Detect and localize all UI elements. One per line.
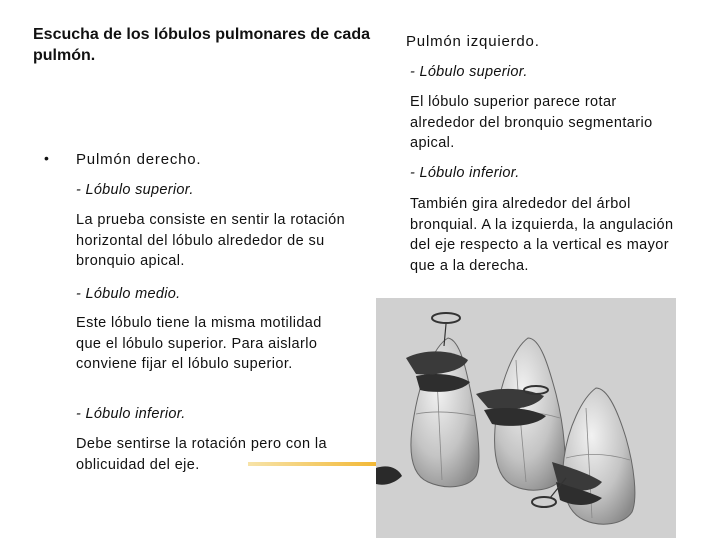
left-lung-heading: Pulmón izquierdo. (406, 33, 540, 50)
slide-title: Escucha de los lóbulos pulmonares de cada pulmón. (33, 26, 370, 64)
bullet-icon: • (44, 150, 49, 166)
left-lower-lobe-label: - Lóbulo inferior. (410, 165, 520, 181)
right-middle-lobe-text: Este lóbulo tiene la misma motilidad que el lóbulo superior. Para aislarlo conviene fijar el lóbulo superior. (76, 315, 322, 372)
right-lower-lobe-label: - Lóbulo inferior. (76, 406, 186, 422)
left-upper-lobe-text: El lóbulo superior parece rotar alrededor del bronquio segmentario apical. (410, 94, 653, 151)
accent-line (248, 462, 380, 466)
left-lower-lobe-text: También gira alrededor del árbol bronquial. A la izquierda, la angulación del eje respecto a la vertical es mayor que a la derecha. (410, 196, 674, 274)
left-upper-lobe-label: - Lóbulo superior. (410, 64, 528, 80)
right-middle-lobe-label: - Lóbulo medio. (76, 286, 181, 302)
right-lung-heading: Pulmón derecho. (76, 151, 202, 168)
right-upper-lobe-text: La prueba consiste en sentir la rotación horizontal del lóbulo alrededor de su bronquio apical. (76, 212, 346, 269)
right-lower-lobe-text: Debe sentirse la rotación pero con la oblicuidad del eje. (76, 436, 327, 473)
right-upper-lobe-label: - Lóbulo superior. (76, 182, 194, 198)
lung-drawing (376, 298, 676, 538)
lung-lobes-illustration (376, 298, 676, 538)
